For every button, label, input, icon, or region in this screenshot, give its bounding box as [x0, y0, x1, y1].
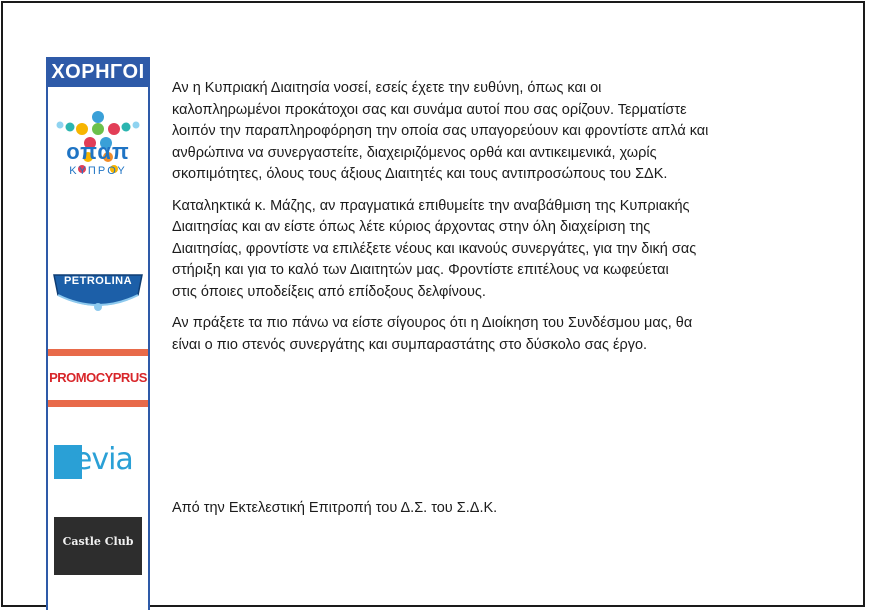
text-line: είναι ο πιο στενός συνεργάτης και συμπαραστάτης στο δύσκολο σας έργο. [172, 336, 648, 353]
text-line: σκοπιμότητες, όλους τους άξιους Διαιτητές και τους αντιπροσώπους του ΣΔΚ. [172, 166, 668, 182]
paragraph-1 [172, 78, 852, 186]
promocyprus-wordmark: PROMOCYPRUS [49, 370, 147, 385]
paragraph-2 [172, 196, 852, 304]
text-line: στήριξη και για το καλό των Διαιτητών μας. Φροντίστε επιτέλους να κωφεύεται [172, 262, 669, 278]
text-line: καλοπληρωμένοι προκάτοχοι σας και συνάμα αυτοί που σας ορίζουν. Τερματίστε [172, 101, 687, 118]
article-body [172, 78, 852, 366]
revia-wordmark: revia [63, 442, 133, 477]
opap-wordmark: οπαπ [66, 139, 130, 164]
text-line: στις όποιες υποδείξεις από επίδοξους δελφίνους. [172, 283, 486, 300]
sponsors-sidebar [46, 57, 150, 610]
petrolina-wordmark: PETROLINA [63, 275, 133, 287]
text-line: Αν πράξετε τα πιο πάνω να είστε σίγουρος ότι η Διοίκηση του Συνδέσμου μας, θα [172, 315, 693, 331]
text-line: ανθρώπινα να συνεργαστείτε, διαχειριζόμενος ορθά και αντικειμενικά, χωρίς [172, 144, 657, 161]
paragraph-3 [172, 313, 852, 356]
text-line: Καταληκτικά κ. Μάζης, αν πραγματικά επιθυμείτε την αναβάθμιση της Κυπριακής [172, 197, 690, 214]
signature-line: Από την Εκτελεστική Επιτροπή του Δ.Σ. του Σ.Δ.Κ. [172, 500, 498, 516]
opap-subtitle: ΚΥΠΡΟΥ [69, 165, 127, 177]
text-line: Διαιτησίας και αν είστε όπως λέτε κύριος άρχοντας στην όλη διαχείριση της [172, 219, 651, 235]
text-line: λοιπόν την παραπληροφόρηση την οποία σας υπαγορεύουν και φροντίστε απλά και [172, 123, 709, 139]
text-line: Διαιτησίας, φροντίστε να επιλέξετε νέους και ικανούς συνεργάτες, για την δική σας [172, 240, 697, 257]
text-line: Αν η Κυπριακή Διαιτησία νοσεί, εσείς έχετε την ευθύνη, όπως και οι [172, 80, 602, 96]
sponsors-heading: ΧΟΡΗΓΟΙ [48, 57, 148, 87]
castle-club-wordmark: Castle Club [62, 535, 134, 548]
